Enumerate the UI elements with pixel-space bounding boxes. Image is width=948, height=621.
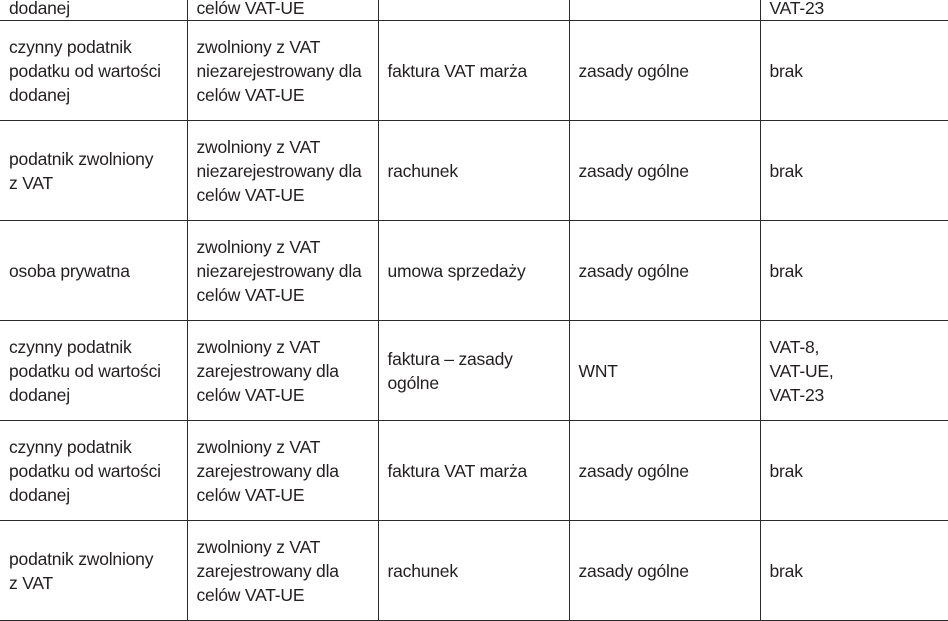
table-row-partial-top: [0, 0, 948, 21]
table-cell: rachunek: [378, 121, 569, 221]
table-cell: zwolniony z VAT niezarejestrowany dla celów VAT-UE: [187, 221, 378, 321]
table-cell: czynny podatnik podatku od wartości dodanej: [0, 21, 187, 121]
table-cell: faktura – zasady ogólne: [378, 321, 569, 421]
table-cell: zwolniony z VAT zarejestrowany dla celów VAT-UE: [187, 421, 378, 521]
table-row: [0, 321, 948, 421]
table-cell: brak: [760, 221, 948, 321]
table-cell: brak: [760, 21, 948, 121]
table-row: [0, 121, 948, 221]
table-cell: celów VAT-UE: [187, 0, 378, 21]
table-cell: zwolniony z VAT niezarejestrowany dla celów VAT-UE: [187, 21, 378, 121]
table-cell: VAT-8, VAT-UE, VAT-23: [760, 321, 948, 421]
table-cell: zasady ogólne: [569, 21, 760, 121]
table-cell: brak: [760, 521, 948, 621]
table-cell: WNT: [569, 321, 760, 421]
table-cell: dodanej: [0, 0, 187, 21]
table-cell: faktura VAT marża: [378, 421, 569, 521]
table-cell: rachunek: [378, 521, 569, 621]
table-cell: zwolniony z VAT niezarejestrowany dla celów VAT-UE: [187, 121, 378, 221]
table-cell: brak: [760, 421, 948, 521]
table-row: [0, 421, 948, 521]
table-cell: brak: [760, 121, 948, 221]
table-cell: czynny podatnik podatku od wartości dodanej: [0, 321, 187, 421]
table-cell: zasady ogólne: [569, 221, 760, 321]
table-cell: zasady ogólne: [569, 521, 760, 621]
table-cell: VAT-23: [760, 0, 948, 21]
table-cell: zasady ogólne: [569, 121, 760, 221]
table-cell: umowa sprzedaży: [378, 221, 569, 321]
table-cell: podatnik zwolniony z VAT: [0, 121, 187, 221]
table-cell: zwolniony z VAT zarejestrowany dla celów VAT-UE: [187, 321, 378, 421]
table-row: [0, 521, 948, 621]
table-cell: faktura VAT marża: [378, 21, 569, 121]
table-cell: [378, 0, 569, 21]
table-cell: osoba prywatna: [0, 221, 187, 321]
table-cell: [569, 0, 760, 21]
table-cell: podatnik zwolniony z VAT: [0, 521, 187, 621]
table-cell: zwolniony z VAT zarejestrowany dla celów VAT-UE: [187, 521, 378, 621]
table-row: [0, 21, 948, 121]
table-row: [0, 221, 948, 321]
table-cell: zasady ogólne: [569, 421, 760, 521]
table-cell: czynny podatnik podatku od wartości dodanej: [0, 421, 187, 521]
